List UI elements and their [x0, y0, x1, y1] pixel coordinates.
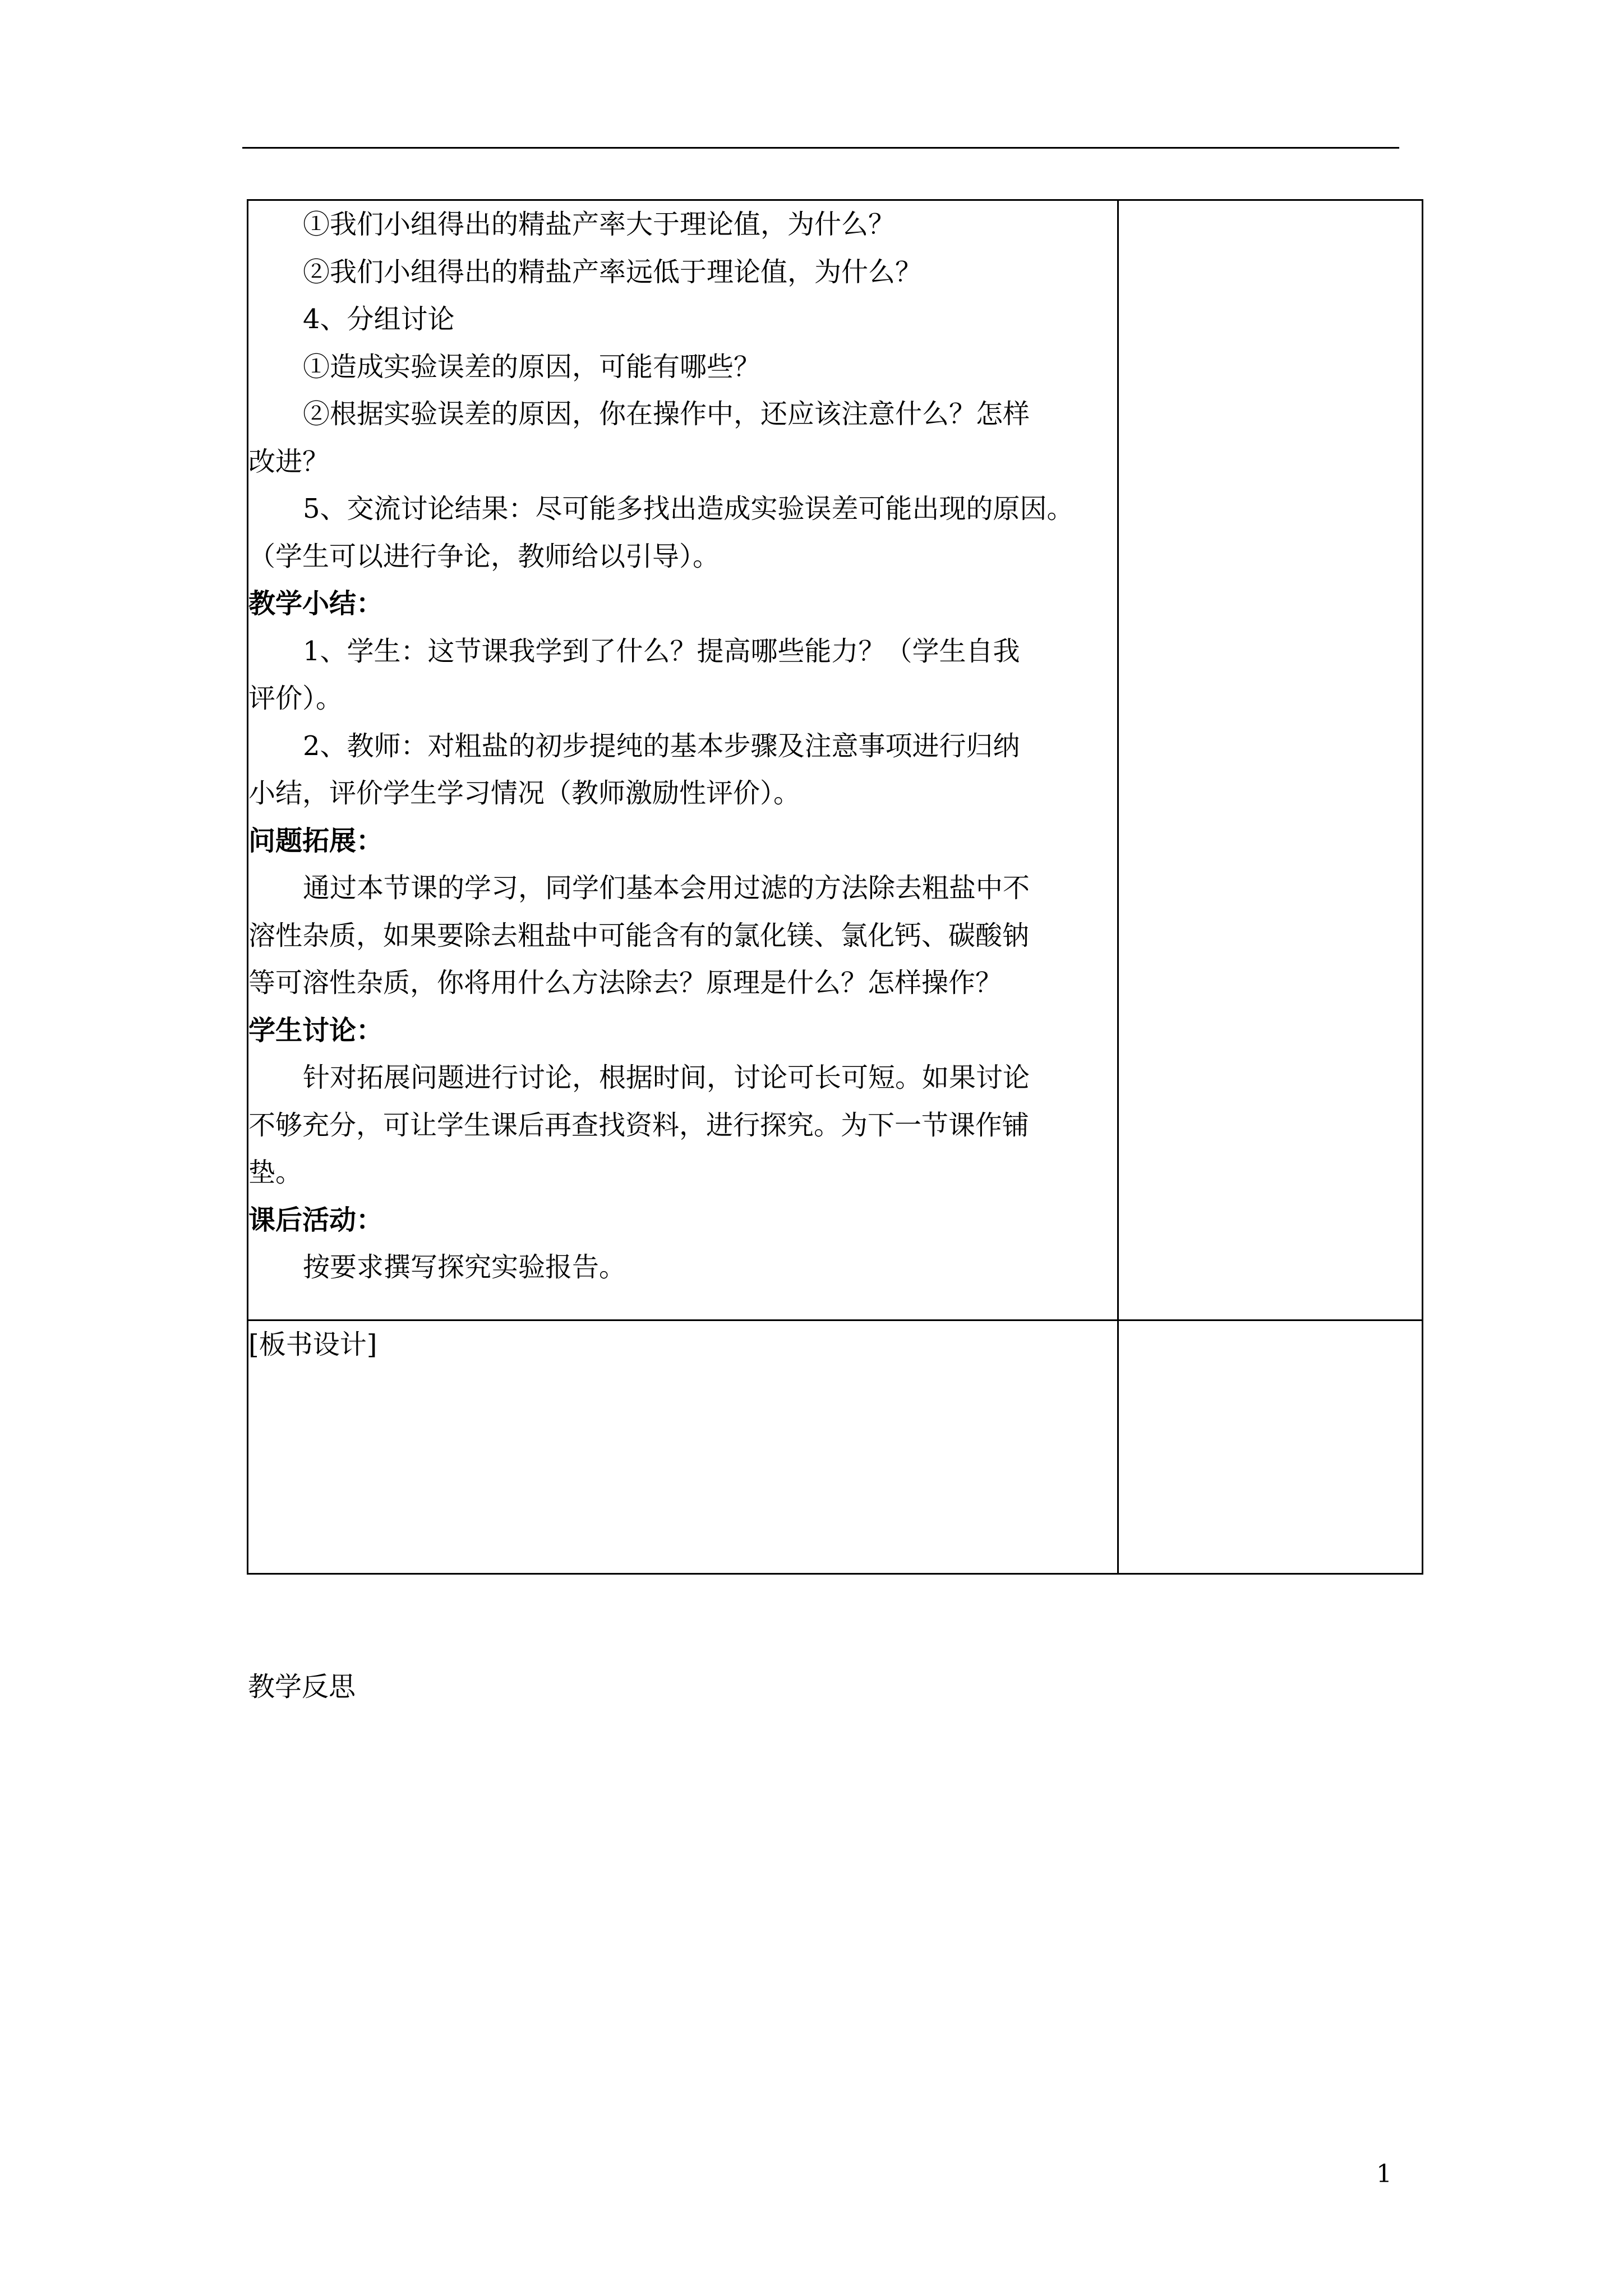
- summary-heading: 教学小结：: [248, 588, 384, 619]
- summary-student-cont: 评价）。: [248, 683, 343, 714]
- exchange-results-cont: （学生可以进行争论，教师给以引导）。: [248, 540, 720, 572]
- question-high-yield: ①我们小组得出的精盐产率大于理论值，为什么？: [303, 209, 896, 240]
- discussion-question-improvement: ②根据实验误差的原因，你在操作中，还应该注意什么？怎样: [303, 398, 1030, 430]
- board-design-notes-cell: [1118, 1320, 1423, 1574]
- group-discussion-heading: 4、分组讨论: [303, 303, 455, 335]
- board-design-row: [248, 1320, 1423, 1574]
- extension-paragraph-line-1: 通过本节课的学习，同学们基本会用过滤的方法除去粗盐中不: [303, 872, 1030, 904]
- summary-student: 1、学生：这节课我学到了什么？提高哪些能力？（学生自我: [303, 635, 1020, 667]
- student-discussion-heading: 学生讨论：: [248, 1014, 384, 1046]
- summary-teacher: 2、教师：对粗盐的初步提纯的基本步骤及注意事项进行归纳: [303, 730, 1020, 762]
- teaching-process-notes-cell: [1118, 200, 1423, 1320]
- header-rule: [242, 147, 1399, 149]
- teaching-process-cell: [248, 200, 1118, 1320]
- summary-teacher-cont: 小结，评价学生学习情况（教师激励性评价）。: [248, 777, 801, 809]
- after-class-task: 按要求撰写探究实验报告。: [303, 1251, 626, 1283]
- after-class-heading: 课后活动：: [248, 1204, 384, 1236]
- board-design-label: [板书设计]: [248, 1329, 377, 1360]
- board-design-cell: [248, 1320, 1118, 1574]
- student-discussion-line-2: 不够充分，可让学生课后再查找资料，进行探究。为下一节课作铺: [248, 1109, 1030, 1141]
- teaching-process-row: [248, 200, 1423, 1320]
- question-low-yield: ②我们小组得出的精盐产率远低于理论值，为什么？: [303, 256, 923, 288]
- teaching-reflection-label: 教学反思: [248, 1671, 356, 1703]
- extension-paragraph-line-3: 等可溶性杂质，你将用什么方法除去？原理是什么？怎样操作？: [248, 967, 1003, 999]
- exchange-results: 5、交流讨论结果：尽可能多找出造成实验误差可能出现的原因。: [303, 493, 1074, 524]
- discussion-question-improvement-cont: 改进？: [248, 445, 330, 477]
- extension-paragraph-line-2: 溶性杂质，如果要除去粗盐中可能含有的氯化镁、氯化钙、碳酸钠: [248, 919, 1030, 951]
- extension-heading: 问题拓展：: [248, 825, 384, 857]
- student-discussion-line-3: 垫。: [248, 1157, 303, 1188]
- lesson-plan-table: [247, 199, 1423, 1575]
- discussion-question-error-causes: ①造成实验误差的原因，可能有哪些？: [303, 351, 761, 383]
- page-number: 1: [1376, 2160, 1392, 2188]
- student-discussion-line-1: 针对拓展问题进行讨论，根据时间，讨论可长可短。如果讨论: [303, 1062, 1030, 1093]
